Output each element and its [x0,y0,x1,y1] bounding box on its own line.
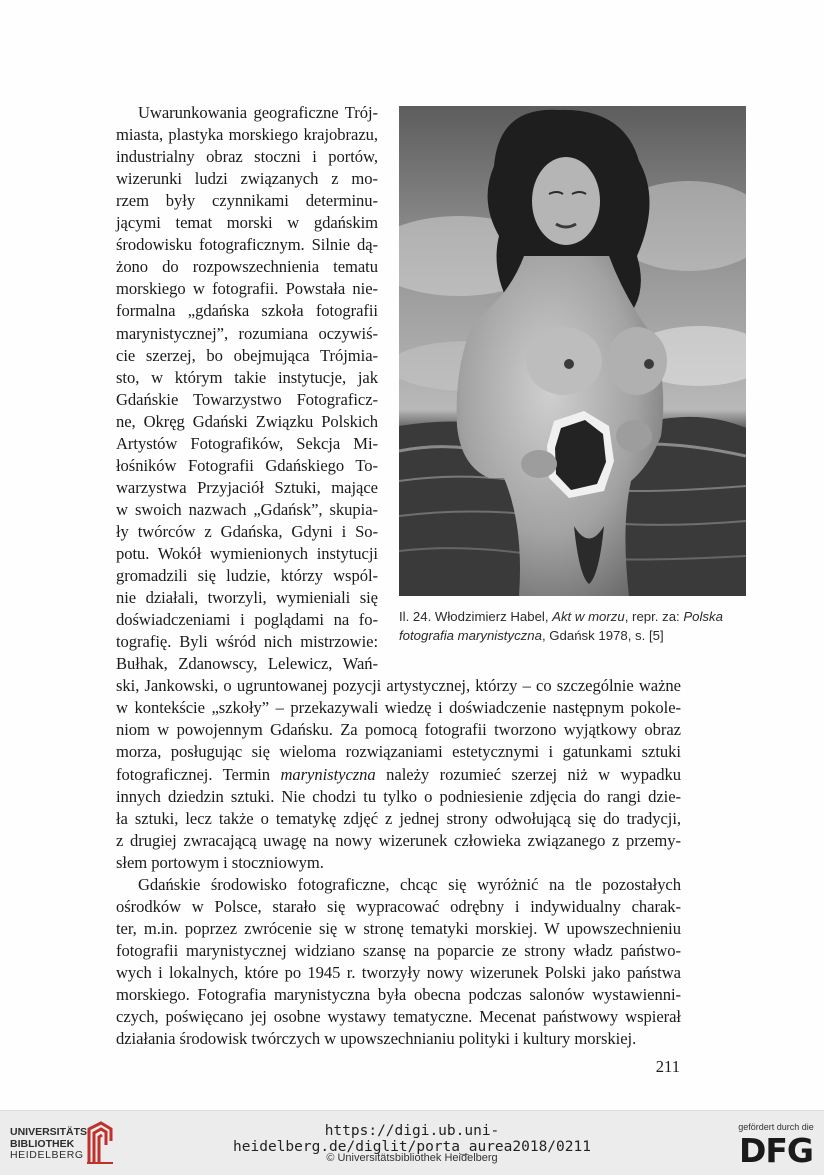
text-line: tografię. Byli wśród nich mistrzowie: [116,632,378,652]
library-name[interactable]: UNIVERSITÄTS- BIBLIOTHEK HEIDELBERG [10,1126,91,1161]
text-line: rzem były czynnikami determinu- [116,191,378,211]
text-line: Gdańskie środowisko fotograficzne, chcąc się wyróżnić na tle pozostałych [138,874,681,894]
text-line: Bułhak, Zdanowscy, Lelewicz, Wań- [116,654,378,674]
text-line: innych dziedzin sztuki. Nie chodzi tu tylko o podniesienie zdjęcia do rangi dzie- [116,786,681,806]
ub-heidelberg-logo-icon[interactable] [85,1121,115,1165]
text-line: morskiego w fotografii. Powstała nie- [116,279,378,299]
page-number: 211 [655,1057,680,1076]
text-line: w swoich nazwach „Gdańsk”, skupia- [116,499,378,519]
dfg-logo-icon[interactable]: DFG [738,1131,814,1170]
text-line: wych i lokalnych, które po 1945 r. tworzyły nowy wizerunek Polski jako państwa [116,962,681,982]
text-line: słem portowym i stoczniowym. [116,852,324,872]
text-line: nie działali, tworzyli, wymieniali się [116,588,378,608]
text-line: Uwarunkowania geograficzne Trój- [138,103,378,122]
text-line: działania środowisk twórczych w upowszechnianiu polityki i kultury morskiej. [116,1029,637,1049]
text-line: gromadzili się ludzie, którzy wspól- [116,566,378,586]
text-line: ter, m.in. poprzez zwrócenie się w stronę tematyki morskiej. W upowszechnieniu [116,918,681,938]
text-line: żono do rozpowszechnienia tematu [116,257,378,277]
text-line: łośników Fotografii Gdańskiego To- [116,455,378,475]
text-line: ski, Jankowski, o ugruntowanej pozycji artystycznej, którzy – co szczególnie ważne [116,676,681,696]
text-line: industrialny obraz stoczni i portów, [116,147,378,167]
funder-note: gefördert durch die [738,1122,814,1132]
text-line: jącymi temat morski w gdańskim [116,213,378,233]
text-line: czych, poświęcano jej osobne wystawy tematyczne. Mecenat państwowy wspierał [116,1007,681,1027]
text-line: niom w powojennym Gdańsku. Za pomocą fotografii tworzono wyjątkowy obraz [116,720,681,740]
text-line: cie szerzej, bo obejmująca Trójmia- [116,345,378,365]
document-url-link[interactable]: https://digi.ub.uni-heidelberg.de/diglit/porta_aurea2018/0211 [233,1123,591,1155]
text-line: morza, posługując się wieloma rozwiązaniami estetycznymi i gatunkami sztuki [116,742,681,762]
source-title: Polska fotografia marynistyczna [399,609,723,643]
text-line: Artystów Fotografików, Sekcja Mi- [116,433,378,453]
text-line: fotograficznej. Termin marynistyczna należy rozumieć szerzej niż w wypadku [116,764,681,784]
text-line: ośrodków w Polsce, starało się wypracować odrębny i indywidualny charak- [116,896,681,916]
text-line: ne, Okręg Gdański Związku Polskich [116,411,378,431]
text-line: doświadczeniami i poglądami na fo- [116,610,378,630]
text-line: ły twórców z Gdańska, Gdyni i So- [116,521,378,541]
copyright-notice: © Universitätsbibliothek Heidelberg [326,1152,498,1164]
figure-caption: Il. 24. Włodzimierz Habel, Akt w morzu, repr. za: Polska fotografia marynistyczna, Gdańsk 1978, s. [5] [399,609,723,643]
text-line: ła sztuki, lecz także o tematykę zdjęć z jednej strony odwołującą się do tradycji, [116,808,681,828]
text-line: marynistycznej”, rozumiana oczywiś- [116,323,378,343]
text-line: fotografii marynistycznej widziano szansę na poparcie ze strony władz państwo- [116,940,681,960]
viewer-footer [0,1110,824,1175]
text-line: miasta, plastyka morskiego krajobrazu, [116,125,378,145]
artwork-title: Akt w morzu [552,609,625,624]
text-line: sto, w którym takie instytucje, jak [116,367,378,387]
text-line: warzystwa Przyjaciół Sztuki, mające [116,477,378,497]
text-line: w kontekście „szkoły” – przekazywali wiedzę i doświadczenie następnym pokole- [116,698,681,718]
text-line: formalna „gdańska szkoła fotografii [116,301,378,321]
nude-photograph-illustration [399,106,746,596]
text-line: potu. Wokół wymienionych instytucji [116,544,378,563]
text-line: wizerunki ludzi związanych z mo- [116,169,378,189]
text-line: środowisku fotograficznym. Silnie dą- [116,235,378,255]
text-line: morskiego. Fotografia marynistyczna była obecna podczas salonów wystawienni- [116,985,681,1004]
text-line: z drugiej zwracającą uwagę na nowy wizerunek człowieka związanego z przemy- [116,830,681,850]
text-line: Gdańskie Towarzystwo Fotograficz- [116,389,378,409]
